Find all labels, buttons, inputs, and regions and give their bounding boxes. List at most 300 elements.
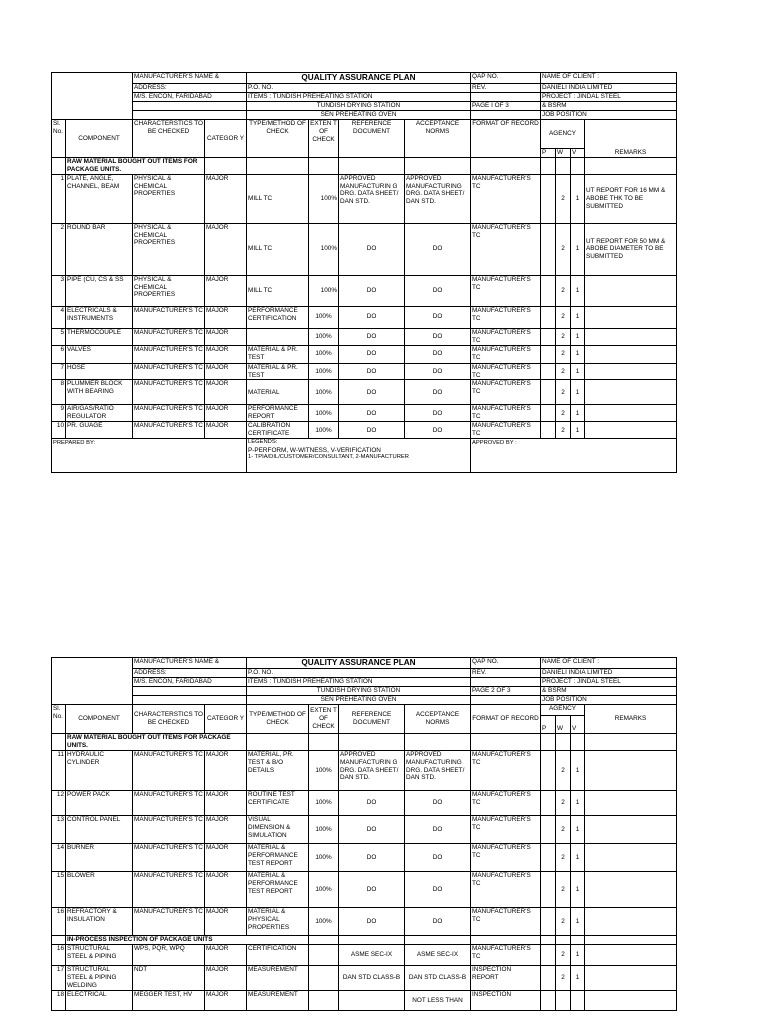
cell-characteristics: MANUFACTURER'S TC [133,405,205,422]
cell-characteristics: MANUFACTURER'S TC [133,844,205,872]
cell-check-type: PERFORMANCE CERTIFICATION [247,306,309,328]
cell-sl-no: 9 [52,405,66,422]
page-number: PAGE 2 OF 3 [471,687,541,696]
cell-category: MAJOR [205,363,247,380]
cell-component: CONTROL PANEL [66,816,133,844]
cell-agency-p [541,328,556,345]
cell-characteristics: MANUFACTURER'S TC [133,345,205,363]
cell-extent: 100% [309,328,339,345]
cell-sl-no: 18 [52,991,66,1011]
table-row [52,966,677,991]
approved-by: APPROVED BY : [471,439,677,473]
cell-agency-p [541,791,556,816]
col-w: W [556,149,571,158]
col-category: CATEGOR Y [205,120,247,158]
cell-sl-no: 16 [52,908,66,936]
cell-record-format: MANUFACTURER'S TC [471,816,541,844]
cell-category: MAJOR [205,275,247,306]
cell-check-type: MEASUREMENT [247,966,309,991]
cell-acceptance: ASME SEC-IX [405,945,471,966]
cell-agency-w: 2 [556,945,571,966]
cell-agency-v: 1 [571,275,585,306]
col-agency: AGENCY [541,120,585,149]
cell-agency-v: 1 [571,872,585,908]
cell-agency-p [541,908,556,936]
cell-agency-v: 1 [571,908,585,936]
cell-characteristics: MANUFACTURER'S TC [133,380,205,405]
cell-record-format: MANUFACTURER'S TC [471,306,541,328]
address-label: ADDRESS: [133,669,247,678]
cell-characteristics: WPS, PQR, WPQ [133,945,205,966]
cell-extent: 100% [309,405,339,422]
cell-agency-p [541,275,556,306]
col-characteristics: CHARACTERSTICS TO BE CHECKED [133,705,205,734]
cell-agency-w: 2 [556,380,571,405]
cell-characteristics: PHYSICAL & CHEMICAL PROPERTIES [133,174,205,223]
cell-acceptance: DAN STD CLASS-B [405,966,471,991]
cell-check-type: CALIBRATION CERTIFICATE [247,422,309,439]
cell-check-type: MATERIAL & PR. TEST [247,363,309,380]
table-row [52,751,677,791]
cell-remarks [585,363,677,380]
client-name: DANIELI INDIA LIMITED [541,669,677,678]
table-row [52,816,677,844]
cell-sl-no: 4 [52,306,66,328]
cell-acceptance: DO [405,363,471,380]
col-p: P [541,716,556,734]
cell-reference: DO [339,380,405,405]
col-type: TYPE/METHOD OF CHECK [247,120,309,158]
cell-reference: DO [339,405,405,422]
col-type: TYPE/METHOD OF CHECK [247,705,309,734]
cell-record-format: MANUFACTURER'S TC [471,422,541,439]
header-blank [52,73,133,120]
cell-extent: 100% [309,174,339,223]
cell-reference: DO [339,908,405,936]
cell-check-type: ROUTINE TEST CERTIFICATE [247,791,309,816]
cell-characteristics: MANUFACTURER'S TC [133,363,205,380]
table-row [52,275,677,306]
cell-characteristics: MANUFACTURER'S TC [133,328,205,345]
cell-check-type: MATERIAL, PR. TEST & B/O DETAILS [247,751,309,791]
cell-category: MAJOR [205,345,247,363]
cell-category: MAJOR [205,751,247,791]
table-row [52,872,677,908]
col-format: FORMAT OF RECORD [471,705,541,734]
cell-acceptance: DO [405,422,471,439]
items-line: ITEMS : TUNDISH PREHEATING STATION [247,678,471,687]
cell-check-type: MILL TC [247,275,309,306]
cell-reference: DO [339,306,405,328]
cell-remarks [585,275,677,306]
cell-check-type: MILL TC [247,174,309,223]
cell-sl-no: 8 [52,380,66,405]
cell-extent: 100% [309,223,339,275]
cell-category: MAJOR [205,844,247,872]
cell-acceptance: APPROVED MANUFACTURING DRG. DATA SHEET/ DAN STD. [405,751,471,791]
cell-category: MAJOR [205,816,247,844]
cell-agency-p [541,844,556,872]
table-row [52,328,677,345]
cell-record-format: INSPECTION REPORT [471,966,541,991]
col-extent: EXTEN T OF CHECK [309,120,339,158]
table-body [52,174,677,439]
cell-agency-v: 1 [571,791,585,816]
cell-agency-v: 1 [571,816,585,844]
cell-component: PR. GUAGE [66,422,133,439]
cell-reference: DO [339,816,405,844]
cell-sl-no: 5 [52,328,66,345]
cell-category: MAJOR [205,328,247,345]
cell-remarks [585,908,677,936]
cell-extent: 100% [309,751,339,791]
cell-agency-w: 2 [556,422,571,439]
cell-category: MAJOR [205,872,247,908]
cell-check-type: CERTIFICATION [247,945,309,966]
project-line-2: & BSRM [541,102,677,111]
cell-check-type: MATERIAL & PHYSICAL PROPERTIES [247,908,309,936]
cell-agency-v: 1 [571,405,585,422]
qap-sheet-page-1 [51,72,676,473]
cell-category: MAJOR [205,908,247,936]
cell-reference: DO [339,328,405,345]
cell-component: REFRACTORY & INSULATION [66,908,133,936]
cell-category: MAJOR [205,791,247,816]
cell-category: MAJOR [205,991,247,1011]
table-body [52,751,677,936]
items-line: ITEMS : TUNDISH PREHEATING STATION [247,93,471,102]
cell-extent [309,966,339,991]
cell-sl-no: 1 [52,174,66,223]
cell-check-type: VISUAL DIMENSION & SIMULATION [247,816,309,844]
cell-component: ELECTRICALS & INSTRUMENTS [66,306,133,328]
cell-agency-w: 2 [556,345,571,363]
cell-remarks [585,872,677,908]
cell-agency-v: 1 [571,306,585,328]
cell-extent: 100% [309,791,339,816]
cell-acceptance: APPROVED MANUFACTURING DRG. DATA SHEET/ DAN STD. [405,174,471,223]
cell-agency-w: 2 [556,908,571,936]
cell-remarks [585,345,677,363]
cell-category: MAJOR [205,174,247,223]
cell-reference: APPROVED MANUFACTURIN G DRG. DATA SHEET/ DAN STD. [339,751,405,791]
cell-characteristics: NDT [133,966,205,991]
cell-component: VALVES [66,345,133,363]
cell-agency-v: 1 [571,345,585,363]
cell-characteristics: MANUFACTURER'S TC [133,422,205,439]
cell-acceptance: DO [405,908,471,936]
cell-component: ROUND BAR [66,223,133,275]
cell-remarks [585,945,677,966]
manufacturer-name: M/S. ENCON, FARIDABAD [133,678,247,687]
cell-component: ELECTRICAL [66,991,133,1011]
cell-agency-v: 1 [571,223,585,275]
address-label: ADDRESS: [133,84,247,93]
col-characteristics: CHARACTERSTICS TO BE CHECKED [133,120,205,158]
cell-sl-no: 11 [52,751,66,791]
cell-extent: 100% [309,908,339,936]
col-w: W [556,716,571,734]
cell-sl-no: 10 [52,422,66,439]
cell-extent: 100% [309,872,339,908]
table-row [52,223,677,275]
legends: LEGENDS: P-PERFORM, W-WITNESS, V-VERIFICATION 1- TPIA/DIL/CUSTOMER/CONSULTANT, 2-MANUFACTURER [247,439,471,473]
cell-agency-w: 2 [556,174,571,223]
cell-agency-w: 2 [556,306,571,328]
cell-acceptance: DO [405,275,471,306]
cell-extent: 100% [309,816,339,844]
col-remarks: REMARKS [585,705,677,734]
cell-extent: 100% [309,422,339,439]
revision: REV. [471,669,541,678]
header-blank [52,658,133,705]
cell-agency-w: 2 [556,816,571,844]
cell-sl-no: 3 [52,275,66,306]
cell-agency-v [571,991,585,1011]
cell-sl-no: 2 [52,223,66,275]
cell-category: MAJOR [205,380,247,405]
items-line-2: TUNDISH DRYING STATION [247,687,471,696]
section-heading: RAW MATERIAL BOUGHT OUT ITEMS FOR PACKAGE UNITS. [66,157,205,174]
qap-table [51,657,677,1011]
col-remarks: REMARKS [585,120,677,158]
col-v: V [571,149,585,158]
cell-remarks [585,380,677,405]
table-row [52,306,677,328]
cell-reference: DO [339,791,405,816]
cell-agency-p [541,405,556,422]
cell-extent: 100% [309,380,339,405]
po-number: P.O. NO. [247,84,471,93]
cell-agency-w: 2 [556,844,571,872]
cell-agency-w: 2 [556,751,571,791]
table-row [52,174,677,223]
cell-record-format: MANUFACTURER'S TC [471,791,541,816]
cell-agency-w: 2 [556,966,571,991]
cell-remarks [585,751,677,791]
cell-agency-p [541,751,556,791]
cell-remarks: UT REPORT FOR 16 MM & ABOBE THK TO BE SUBMITTED [585,174,677,223]
cell-extent: 100% [309,306,339,328]
cell-record-format: MANUFACTURER'S TC [471,751,541,791]
table-row [52,791,677,816]
cell-agency-v: 1 [571,751,585,791]
cell-reference: DO [339,844,405,872]
cell-component: PIPE (CU, CS & SS [66,275,133,306]
cell-acceptance: DO [405,816,471,844]
cell-characteristics: MANUFACTURER'S TC [133,908,205,936]
cell-record-format: MANUFACTURER'S TC [471,345,541,363]
cell-record-format: MANUFACTURER'S TC [471,328,541,345]
cell-record-format: MANUFACTURER'S TC [471,380,541,405]
cell-characteristics: MANUFACTURER'S TC [133,791,205,816]
cell-agency-v: 1 [571,363,585,380]
cell-component: PLUMMER BLOCK WITH BEARING [66,380,133,405]
col-reference: REFERENCE DOCUMENT [339,705,405,734]
cell-extent: 100% [309,345,339,363]
cell-extent: 100% [309,363,339,380]
job-position: JOB POSITION [541,696,677,705]
col-acceptance: ACCEPTANCE NORMS [405,705,471,734]
cell-sl-no: 14 [52,844,66,872]
cell-agency-w: 2 [556,872,571,908]
client-label: NAME OF CLIENT : [541,73,677,84]
page-number: PAGE I OF 3 [471,102,541,111]
cell-agency-w: 2 [556,275,571,306]
cell-record-format: MANUFACTURER'S TC [471,872,541,908]
cell-sl-no: 12 [52,791,66,816]
cell-component: HYDRAULIC CYLINDER [66,751,133,791]
qap-table [51,72,677,473]
col-v: V [571,716,585,734]
cell-reference: DO [339,872,405,908]
cell-remarks [585,844,677,872]
col-sl: Sl. No. [52,705,66,734]
project-line: PROJECT : JINDAL STEEL [541,93,677,102]
cell-sl-no: 15 [52,872,66,908]
cell-agency-p [541,422,556,439]
qap-sheet-page-2 [51,657,676,1011]
cell-record-format: MANUFACTURER'S TC [471,945,541,966]
cell-characteristics: MANUFACTURER'S TC [133,306,205,328]
cell-check-type: MILL TC [247,223,309,275]
cell-characteristics: MANUFACTURER'S TC [133,816,205,844]
cell-component: PLATE, ANGLE, CHANNEL, BEAM [66,174,133,223]
cell-agency-w: 2 [556,328,571,345]
cell-remarks [585,991,677,1011]
col-agency: AGENCY [541,705,585,716]
cell-agency-p [541,966,556,991]
cell-category: MAJOR [205,405,247,422]
client-label: NAME OF CLIENT : [541,658,677,669]
cell-reference: DO [339,363,405,380]
job-position: JOB POSITION [541,111,677,120]
cell-reference: ASME SEC-IX [339,945,405,966]
cell-category: MAJOR [205,306,247,328]
cell-remarks [585,422,677,439]
cell-acceptance: DO [405,345,471,363]
cell-characteristics: MANUFACTURER'S TC [133,751,205,791]
cell-remarks [585,328,677,345]
cell-record-format: MANUFACTURER'S TC [471,275,541,306]
table-row [52,363,677,380]
cell-agency-p [541,363,556,380]
col-extent: EXTEN T OF CHECK [309,705,339,734]
col-format: FORMAT OF RECORD [471,120,541,158]
client-name: DANIELI INDIA LIMITED [541,84,677,93]
cell-component: BLOWER [66,872,133,908]
cell-agency-p [541,223,556,275]
cell-acceptance: DO [405,872,471,908]
cell-acceptance: DO [405,405,471,422]
cell-reference [339,991,405,1011]
table-row [52,844,677,872]
cell-remarks [585,791,677,816]
cell-characteristics: PHYSICAL & CHEMICAL PROPERTIES [133,275,205,306]
cell-acceptance: DO [405,791,471,816]
cell-check-type: MATERIAL [247,380,309,405]
cell-record-format: MANUFACTURER'S TC [471,844,541,872]
items-line-3: SEN PREHEATING OVEN [247,111,471,120]
cell-sl-no: 17 [52,966,66,991]
cell-sl-no: 6 [52,345,66,363]
cell-agency-v: 1 [571,328,585,345]
cell-category: MAJOR [205,422,247,439]
cell-component: BURNER [66,844,133,872]
cell-check-type: MATERIAL & PR. TEST [247,345,309,363]
cell-agency-v: 1 [571,422,585,439]
col-reference: REFERENCE DOCUMENT [339,120,405,158]
cell-record-format: MANUFACTURER'S TC [471,174,541,223]
cell-sl-no: 7 [52,363,66,380]
cell-record-format: MANUFACTURER'S TC [471,908,541,936]
cell-agency-p [541,945,556,966]
cell-remarks [585,405,677,422]
cell-remarks [585,966,677,991]
cell-component: THERMOCOUPLE [66,328,133,345]
col-component: COMPONENT [66,705,133,734]
table-row [52,908,677,936]
cell-reference: APPROVED MANUFACTURIN G DRG. DATA SHEET/ DAN STD. [339,174,405,223]
cell-check-type: PERFORMANCE REPORT [247,405,309,422]
cell-characteristics: PHYSICAL & CHEMICAL PROPERTIES [133,223,205,275]
document-title: QUALITY ASSURANCE PLAN [247,73,471,84]
table-row [52,405,677,422]
cell-agency-p [541,174,556,223]
col-p: P [541,149,556,158]
cell-agency-w: 2 [556,791,571,816]
cell-agency-w: 2 [556,363,571,380]
cell-extent [309,991,339,1011]
col-component: COMPONENT [66,120,133,158]
cell-extent: 100% [309,844,339,872]
cell-sl-no: 13 [52,816,66,844]
cell-reference: DO [339,345,405,363]
cell-acceptance: DO [405,328,471,345]
manufacturer-label: MANUFACTURER'S NAME & [133,73,247,84]
project-line: PROJECT : JINDAL STEEL [541,678,677,687]
items-line-2: TUNDISH DRYING STATION [247,102,471,111]
col-acceptance: ACCEPTANCE NORMS [405,120,471,158]
cell-agency-v: 1 [571,945,585,966]
cell-component: POWER PACK [66,791,133,816]
qap-no-label: QAP NO. [471,658,541,669]
cell-agency-w: 2 [556,223,571,275]
table-body-2 [52,945,677,1011]
cell-agency-p [541,380,556,405]
cell-characteristics: MANUFACTURER'S TC [133,872,205,908]
table-row [52,945,677,966]
table-row [52,380,677,405]
cell-reference: DO [339,422,405,439]
cell-record-format: MANUFACTURER'S TC [471,363,541,380]
cell-sl-no: 16 [52,945,66,966]
cell-reference: DO [339,275,405,306]
cell-acceptance: DO [405,223,471,275]
cell-component: HOSE [66,363,133,380]
cell-category: MAJOR [205,945,247,966]
cell-acceptance: NOT LESS THAN [405,991,471,1011]
col-sl: Sl. No. [52,120,66,158]
cell-acceptance: DO [405,844,471,872]
cell-remarks [585,306,677,328]
cell-component: STRUCTURAL STEEL & PIPING WELDING [66,966,133,991]
cell-agency-p [541,816,556,844]
cell-agency-p [541,991,556,1011]
cell-category: MAJOR [205,223,247,275]
cell-component: AIR/GAS/RATIO REGULATOR [66,405,133,422]
section-heading-2: IN-PROCESS INSPECTION OF PACKAGE UNITS [66,936,309,945]
